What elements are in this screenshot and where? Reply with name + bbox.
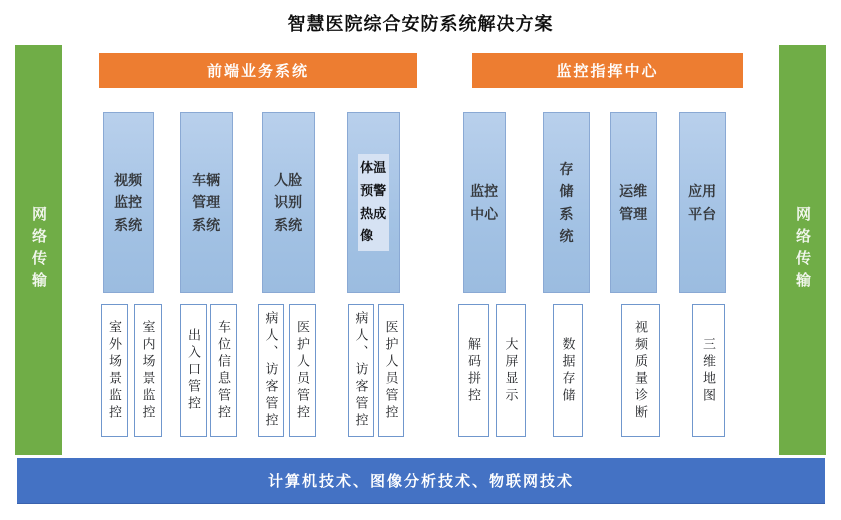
sub-label: 医护人员管控 — [295, 319, 310, 422]
system-box-operations-maintenance — [610, 112, 657, 293]
system-box-vehicle-management — [180, 112, 233, 293]
sub-label: 室内场景监控 — [140, 319, 156, 422]
system-label: 人脸识别系统 — [274, 171, 303, 233]
sub-label: 病人、访客管控 — [353, 311, 369, 430]
group-header-frontend-business: 前端业务系统 — [99, 53, 417, 88]
system-box-application-platform — [679, 112, 726, 293]
sub-box-medical-staff-control-thermal — [378, 304, 404, 437]
system-box-storage-system — [543, 112, 590, 293]
sub-box-video-quality-diagnosis — [621, 304, 660, 437]
system-label: 监控中心 — [470, 183, 499, 222]
sub-label: 车位信息管控 — [216, 319, 231, 422]
sub-label: 医护人员管控 — [383, 319, 399, 422]
sub-label: 室外场景监控 — [107, 319, 122, 422]
system-box-face-recognition — [262, 112, 315, 293]
sub-label: 三维地图 — [701, 336, 716, 405]
sub-box-decoding-splicing-control — [458, 304, 489, 437]
system-label: 应用平台 — [688, 183, 717, 222]
system-label: 视频监控系统 — [114, 171, 143, 233]
technology-footer-bar: 计算机技术、图像分析技术、物联网技术 — [17, 458, 825, 504]
system-box-video-surveillance — [103, 112, 154, 293]
sub-box-patient-visitor-control-thermal — [348, 304, 374, 437]
sub-box-parking-info-control — [210, 304, 237, 437]
sub-box-indoor-scene-monitoring — [134, 304, 162, 437]
network-transmission-label-left: 网络传输 — [30, 206, 47, 294]
system-label: 运维管理 — [619, 183, 648, 222]
sub-box-outdoor-scene-monitoring — [101, 304, 128, 437]
system-label: 存储系统 — [559, 160, 574, 244]
diagram-title: 智慧医院综合安防系统解决方案 — [287, 14, 554, 34]
sub-box-entrance-exit-control — [180, 304, 207, 437]
sub-label: 大屏显示 — [503, 336, 519, 405]
group-header-command-center: 监控指挥中心 — [472, 53, 743, 88]
sub-label: 数据存储 — [560, 336, 576, 405]
network-transmission-label-right: 网络传输 — [794, 206, 811, 294]
system-label: 体温预警热成像 — [358, 154, 389, 251]
sub-box-3d-map — [692, 304, 725, 437]
network-transmission-bar-right — [779, 45, 826, 455]
network-transmission-bar-left — [15, 45, 62, 455]
sub-box-large-screen-display — [496, 304, 526, 437]
sub-label: 解码拼控 — [466, 336, 481, 405]
system-label: 车辆管理系统 — [192, 171, 221, 233]
sub-box-medical-staff-control-face — [289, 304, 316, 437]
sub-label: 出入口管控 — [186, 328, 201, 413]
sub-box-patient-visitor-control-face — [258, 304, 284, 437]
sub-label: 病人、访客管控 — [263, 311, 279, 430]
sub-label: 视频质量诊断 — [633, 319, 648, 422]
system-box-thermal-imaging-temperature-warning — [347, 112, 400, 293]
system-box-monitoring-center — [463, 112, 506, 293]
sub-box-data-storage — [553, 304, 583, 437]
